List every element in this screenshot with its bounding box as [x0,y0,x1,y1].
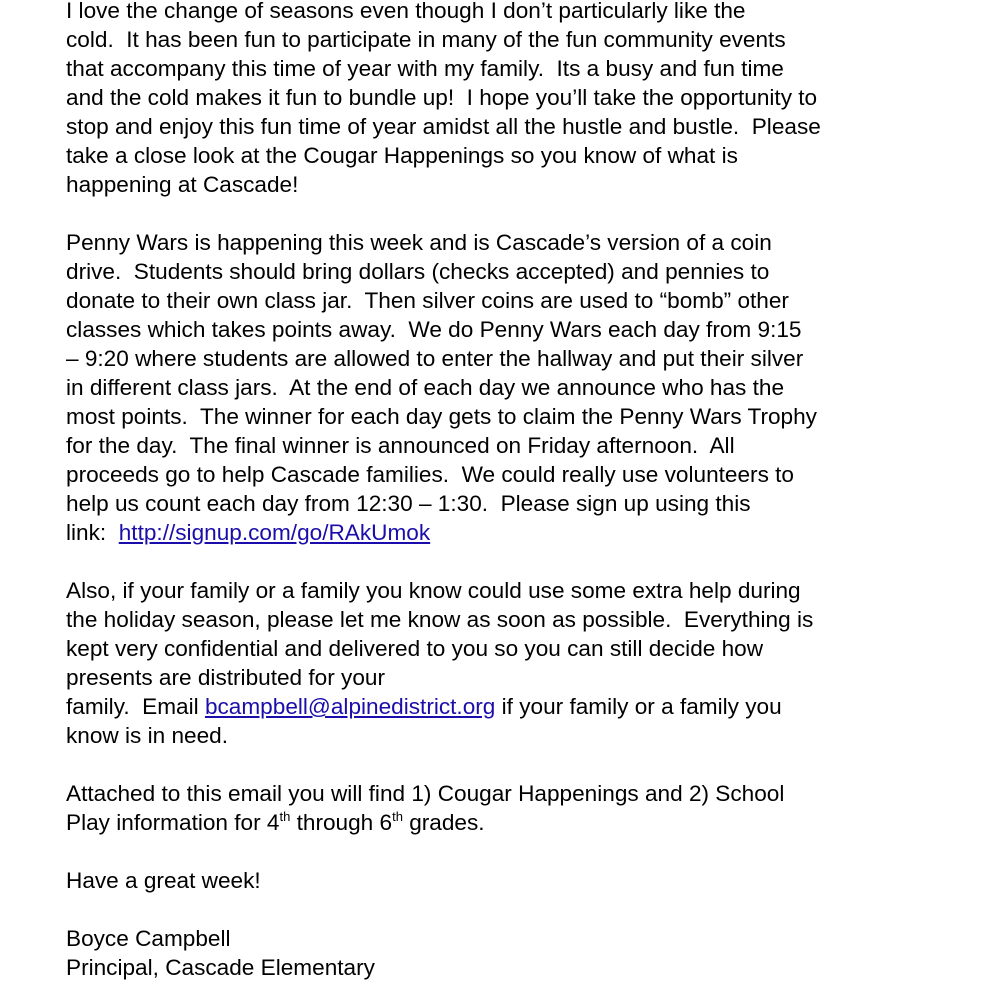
text-line: that accompany this time of year with my family. Its a busy and fun time [66,56,784,81]
grades-line [66,808,966,837]
paragraph-penny-wars [66,228,966,547]
email-prefix: family. Email [66,694,205,719]
paragraph-holiday-help [66,576,966,750]
email-line [66,692,966,721]
text-line: stop and enjoy this fun time of year amidst all the hustle and bustle. Please [66,114,821,139]
paragraph-seasons [66,0,966,199]
letter-body [66,0,966,982]
paragraph-spacer [66,750,966,779]
text-fragment: grades. [402,810,485,835]
text-line: donate to their own class jar. Then silver coins are used to “bomb” other [66,288,789,313]
text-line: Attached to this email you will find 1) Cougar Happenings and 2) School [66,781,785,806]
signup-link-line [66,518,966,547]
text-line: cold. It has been fun to participate in many of the fun community events [66,27,786,52]
text-line: and the cold makes it fun to bundle up! I hope you’ll take the opportunity to [66,85,818,110]
email-suffix: if your family or a family you [495,694,782,719]
text-line: Penny Wars is happening this week and is Cascade’s version of a coin [66,230,772,255]
superscript: th [279,809,291,824]
link-prefix: link: [66,520,119,545]
text-line: know is in need. [66,723,229,748]
text-line: Also, if your family or a family you know could use some extra help during [66,578,801,603]
text-line: drive. Students should bring dollars (checks accepted) and pennies to [66,259,770,284]
text-line: happening at Cascade! [66,172,299,197]
paragraph-spacer [66,837,966,866]
paragraph-spacer [66,199,966,228]
text-line: take a close look at the Cougar Happenings so you know of what is [66,143,738,168]
text-line: I love the change of seasons even though I don’t particularly like the [66,0,746,23]
superscript: th [392,809,403,824]
closing-line: Have a great week! [66,868,261,893]
text-line: in different class jars. At the end of each day we announce who has the [66,375,785,400]
text-line: presents are distributed for your [66,665,385,690]
text-line: classes which takes points away. We do Penny Wars each day from 9:15 [66,317,802,342]
text-line: proceeds go to help Cascade families. We could really use volunteers to [66,462,794,487]
text-line: help us count each day from 12:30 – 1:30. Please sign up using this [66,491,751,516]
text-fragment: Play information for 4 [66,810,280,835]
signature-block [66,924,966,982]
paragraph-spacer [66,547,966,576]
text-line: most points. The winner for each day gets to claim the Penny Wars Trophy [66,404,817,429]
text-fragment: through 6 [290,810,393,835]
signup-link[interactable]: http://signup.com/go/RAkUmok [118,520,431,545]
email-link[interactable]: bcampbell@alpinedistrict.org [204,694,496,719]
paragraph-spacer [66,895,966,924]
paragraph-attachments [66,779,966,837]
signature-name: Boyce Campbell [66,926,231,951]
text-line: kept very confidential and delivered to you so you can still decide how [66,636,764,661]
text-line: – 9:20 where students are allowed to enter the hallway and put their silver [66,346,804,371]
signature-title: Principal, Cascade Elementary [66,955,375,980]
text-line: for the day. The final winner is announced on Friday afternoon. All [66,433,735,458]
text-line: the holiday season, please let me know as soon as possible. Everything is [66,607,814,632]
